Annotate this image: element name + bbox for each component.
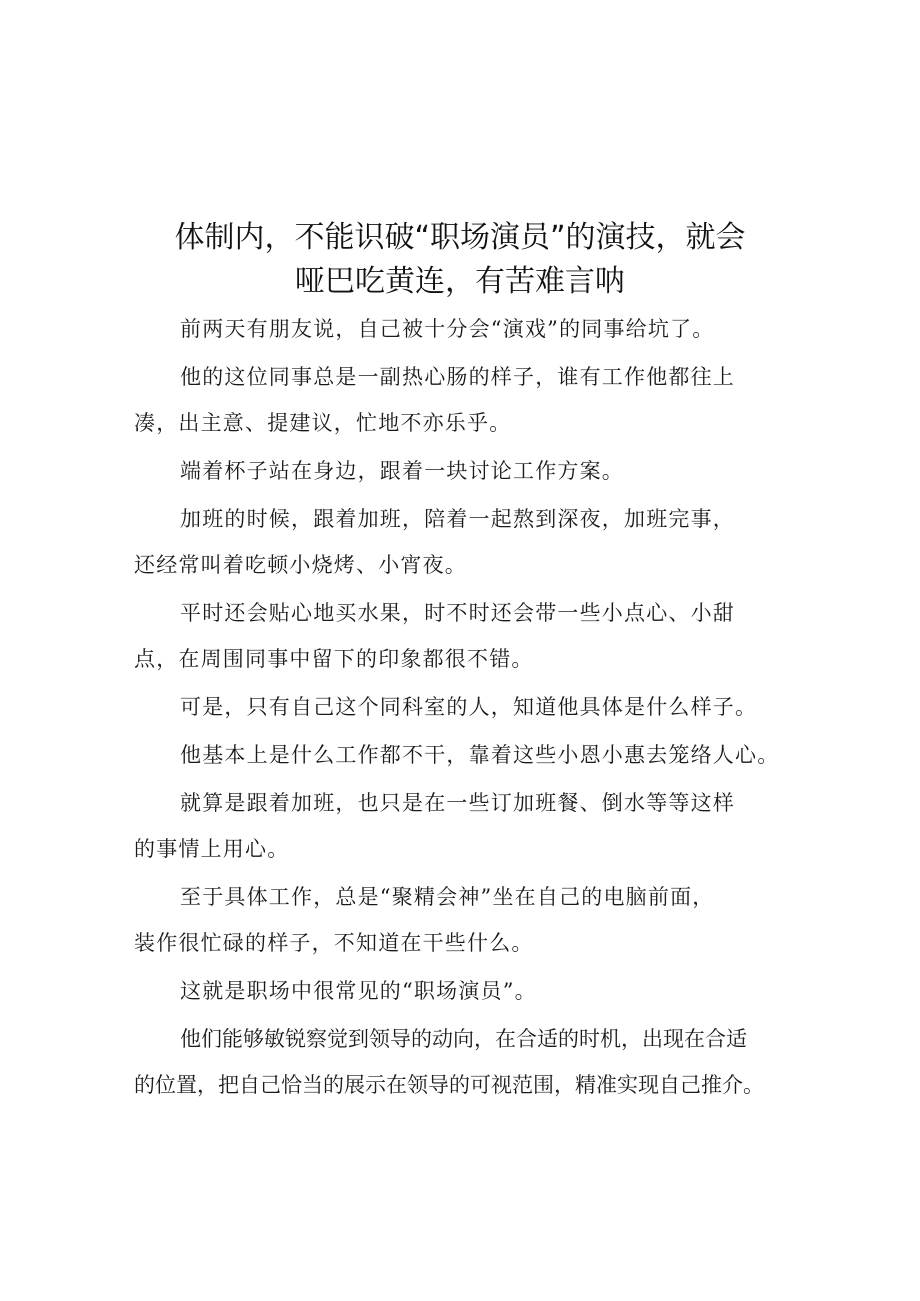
- paragraph-1: [134, 306, 804, 352]
- paragraph-line: 前两天有朋友说，自己被十分会“演戏”的同事给坑了。: [180, 317, 715, 341]
- paragraph-line: 的位置，把自己恰当的展示在领导的可视范围，精准实现自己推介。: [134, 1073, 764, 1097]
- paragraph-line: 端着杯子站在身边，跟着一块讨论工作方案。: [180, 459, 624, 483]
- paragraph-line: 他们能够敏锐察觉到领导的动向，在合适的时机，出现在合适: [180, 1027, 747, 1051]
- article-title-line-2: 哑巴吃黄连，有苦难言呐: [295, 264, 625, 299]
- paragraph-line: 平时还会贴心地买水果，时不时还会带一些小点心、小甜: [180, 601, 735, 625]
- paragraph-2: [134, 354, 804, 446]
- paragraph-9: [134, 874, 804, 966]
- paragraph-line: 凑，出主意、提建议，忙地不亦乐乎。: [134, 411, 512, 435]
- paragraph-line: 他基本上是什么工作都不干，靠着这些小恩小惠去笼络人心。: [180, 743, 780, 767]
- paragraph-8: [134, 780, 804, 872]
- paragraph-line: 就算是跟着加班，也只是在一些订加班餐、倒水等等这样: [180, 791, 735, 815]
- article-title: [130, 216, 790, 304]
- paragraph-4: [134, 496, 804, 588]
- paragraph-line: 的事情上用心。: [134, 837, 290, 861]
- paragraph-11: [134, 1016, 804, 1108]
- paragraph-line: 至于具体工作，总是“聚精会神”坐在自己的电脑前面，: [180, 885, 715, 909]
- paragraph-line: 点，在周围同事中留下的印象都很不错。: [134, 647, 534, 671]
- paragraph-line: 这就是职场中很常见的“职场演员”。: [180, 979, 537, 1003]
- paragraph-7: [134, 732, 804, 778]
- paragraph-line: 装作很忙碌的样子，不知道在干些什么。: [134, 931, 534, 955]
- paragraph-line: 加班的时候，跟着加班，陪着一起熬到深夜，加班完事，: [180, 507, 735, 531]
- article-body: [134, 306, 804, 1108]
- paragraph-10: [134, 968, 804, 1014]
- paragraph-line: 他的这位同事总是一副热心肠的样子，谁有工作他都往上: [180, 365, 735, 389]
- paragraph-line: 可是，只有自己这个同科室的人，知道他具体是什么样子。: [180, 695, 758, 719]
- paragraph-line: 还经常叫着吃顿小烧烤、小宵夜。: [134, 553, 467, 577]
- paragraph-3: [134, 448, 804, 494]
- paragraph-5: [134, 590, 804, 682]
- paragraph-6: [134, 684, 804, 730]
- article-title-line-1: 体制内，不能识破“职场演员”的演技，就会: [174, 220, 746, 255]
